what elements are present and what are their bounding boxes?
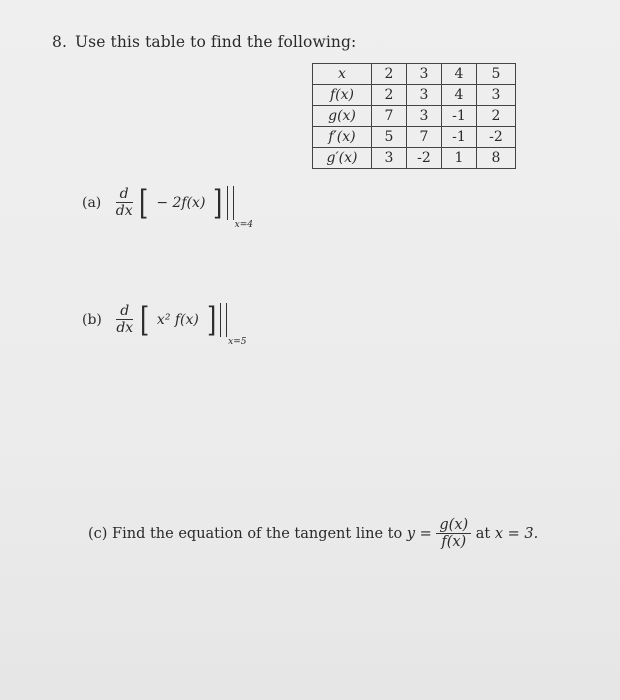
part-b-expression: x² f(x) — [156, 312, 199, 328]
table-cell: 3 — [372, 148, 407, 169]
table-cell: 3 — [407, 64, 442, 85]
part-a-right-bracket: ] — [213, 183, 223, 223]
part-c-numerator: g(x) — [436, 517, 471, 534]
part-a-eval-bar — [227, 186, 234, 220]
table-cell: 3 — [407, 106, 442, 127]
part-b-derivative-operator — [116, 303, 133, 337]
part-b-right-bracket: ] — [206, 300, 217, 340]
table-cell: 3 — [477, 85, 516, 106]
part-a-derivative-operator — [116, 186, 133, 220]
table-cell: -2 — [407, 148, 442, 169]
part-a-eval-point: x=4 — [234, 220, 254, 230]
table-row-header: g(x) — [313, 106, 372, 127]
table-cell: 3 — [407, 85, 442, 106]
problem-instruction: Use this table to find the following: — [75, 33, 357, 51]
table-cell: 8 — [477, 148, 516, 169]
part-c-denominator: f(x) — [441, 534, 467, 550]
part-c-point: x = 3. — [494, 526, 539, 542]
table-row — [313, 106, 516, 127]
part-b-d-numerator: d — [116, 303, 133, 320]
part-c-at: at — [475, 526, 491, 542]
table-cell: 7 — [407, 127, 442, 148]
table-cell: -2 — [477, 127, 516, 148]
table-cell: 4 — [442, 64, 477, 85]
table-row-header: f′(x) — [313, 127, 372, 148]
part-a-d-numerator: d — [116, 186, 133, 203]
part-a-expression: − 2f(x) — [156, 195, 206, 211]
part-b — [82, 300, 247, 347]
table-cell: -1 — [442, 127, 477, 148]
function-values-table — [312, 63, 516, 169]
part-a-label: (a) — [82, 195, 102, 211]
part-c — [88, 517, 538, 551]
table-cell: -1 — [442, 106, 477, 127]
part-a — [82, 183, 254, 230]
part-a-left-bracket: [ — [139, 183, 149, 223]
part-b-eval-point: x=5 — [228, 337, 247, 347]
table-cell: 1 — [442, 148, 477, 169]
part-c-label: (c) — [88, 526, 108, 542]
table-row — [313, 127, 516, 148]
table-row-header: x — [313, 64, 372, 85]
table-cell: 4 — [442, 85, 477, 106]
part-c-fraction — [436, 517, 471, 551]
table-row — [313, 64, 516, 85]
problem-heading — [52, 33, 356, 51]
table-cell: 2 — [372, 64, 407, 85]
table-cell: 2 — [477, 106, 516, 127]
part-c-text: Find the equation of the tangent line to — [112, 526, 403, 542]
table-cell: 5 — [477, 64, 516, 85]
part-c-lhs: y = — [406, 526, 432, 542]
table-row-header: f(x) — [313, 85, 372, 106]
table-row — [313, 148, 516, 169]
table-cell: 7 — [372, 106, 407, 127]
table-row-header: g′(x) — [313, 148, 372, 169]
part-b-eval-bar — [220, 303, 227, 337]
problem-number: 8. — [52, 33, 67, 51]
part-b-left-bracket: [ — [139, 300, 149, 340]
table-cell: 5 — [372, 127, 407, 148]
table-cell: 2 — [372, 85, 407, 106]
part-b-label: (b) — [82, 312, 102, 328]
part-a-dx-denominator: dx — [115, 203, 133, 219]
part-b-dx-denominator: dx — [116, 320, 134, 336]
table-row — [313, 85, 516, 106]
